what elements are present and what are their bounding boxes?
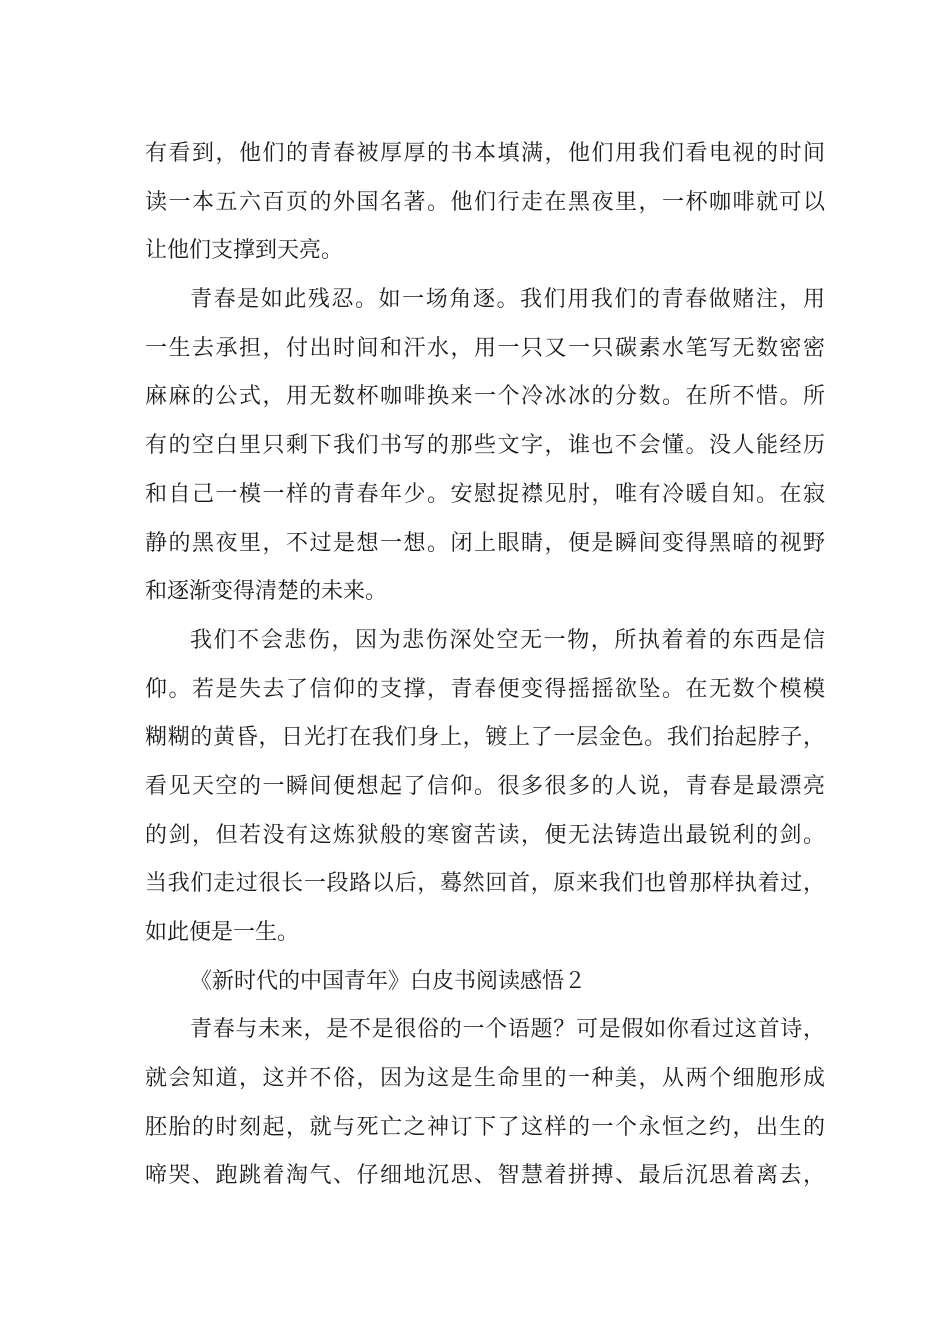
paragraph-3 (145, 617, 825, 958)
paragraph-line: 有的空白里只剩下我们书写的那些文字，谁也不会懂。没人能经历 (145, 433, 825, 459)
paragraph-line: 一生去承担，付出时间和汗水，用一只又一只碳素水笔写无数密密 (145, 335, 825, 361)
paragraph-line: 和逐渐变得清楚的未来。 (145, 579, 388, 605)
paragraph-line: 和自己一模一样的青春年少。安慰捉襟见肘，唯有冷暖自知。在寂 (145, 481, 825, 507)
paragraph-line: 让他们支撑到天亮。 (145, 238, 344, 264)
paragraph-2 (145, 276, 825, 617)
heading-text: 《新时代的中国青年》白皮书阅读感悟２ (190, 968, 587, 994)
paragraph-line: 仰。若是失去了信仰的支撑，青春便变得摇摇欲坠。在无数个模模 (145, 676, 825, 702)
paragraph-line: 看见天空的一瞬间便想起了信仰。很多很多的人说，青春是最漂亮 (145, 773, 825, 799)
paragraph-line: 麻麻的公式，用无数杯咖啡换来一个冷冰冰的分数。在所不惜。所 (145, 384, 825, 410)
paragraph-line: 青春是如此残忍。如一场角逐。我们用我们的青春做赌注，用 (190, 287, 825, 313)
paragraph-line: 糊糊的黄昏，日光打在我们身上，镀上了一层金色。我们抬起脖子， (145, 725, 825, 751)
paragraph-line: 的剑，但若没有这炼狱般的寒窗苦读，便无法铸造出最锐利的剑。 (145, 822, 825, 848)
paragraph-line: 青春与未来，是不是很俗的一个语题？可是假如你看过这首诗， (190, 1017, 825, 1043)
paragraph-1 (145, 130, 825, 276)
paragraph-line: 啼哭、跑跳着淘气、仔细地沉思、智慧着拼搏、最后沉思着离去， (145, 1163, 825, 1189)
paragraph-4 (145, 1006, 825, 1201)
paragraph-line: 如此便是一生。 (145, 920, 300, 945)
paragraph-line: 读一本五六百页的外国名著。他们行走在黑夜里，一杯咖啡就可以 (145, 189, 825, 215)
section-heading (145, 958, 825, 1007)
paragraph-line: 我们不会悲伤，因为悲伤深处空无一物，所执着着的东西是信 (190, 627, 825, 653)
paragraph-line: 有看到，他们的青春被厚厚的书本填满，他们用我们看电视的时间 (145, 141, 825, 166)
paragraph-line: 静的黑夜里，不过是想一想。闭上眼睛，便是瞬间变得黑暗的视野 (145, 530, 825, 556)
document-body (145, 130, 825, 1201)
paragraph-line: 当我们走过很长一段路以后，蓦然回首，原来我们也曾那样执着过， (145, 871, 825, 897)
paragraph-line: 就会知道，这并不俗，因为这是生命里的一种美，从两个细胞形成 (145, 1066, 825, 1092)
paragraph-line: 胚胎的时刻起，就与死亡之神订下了这样的一个永恒之约，出生的 (145, 1114, 825, 1140)
